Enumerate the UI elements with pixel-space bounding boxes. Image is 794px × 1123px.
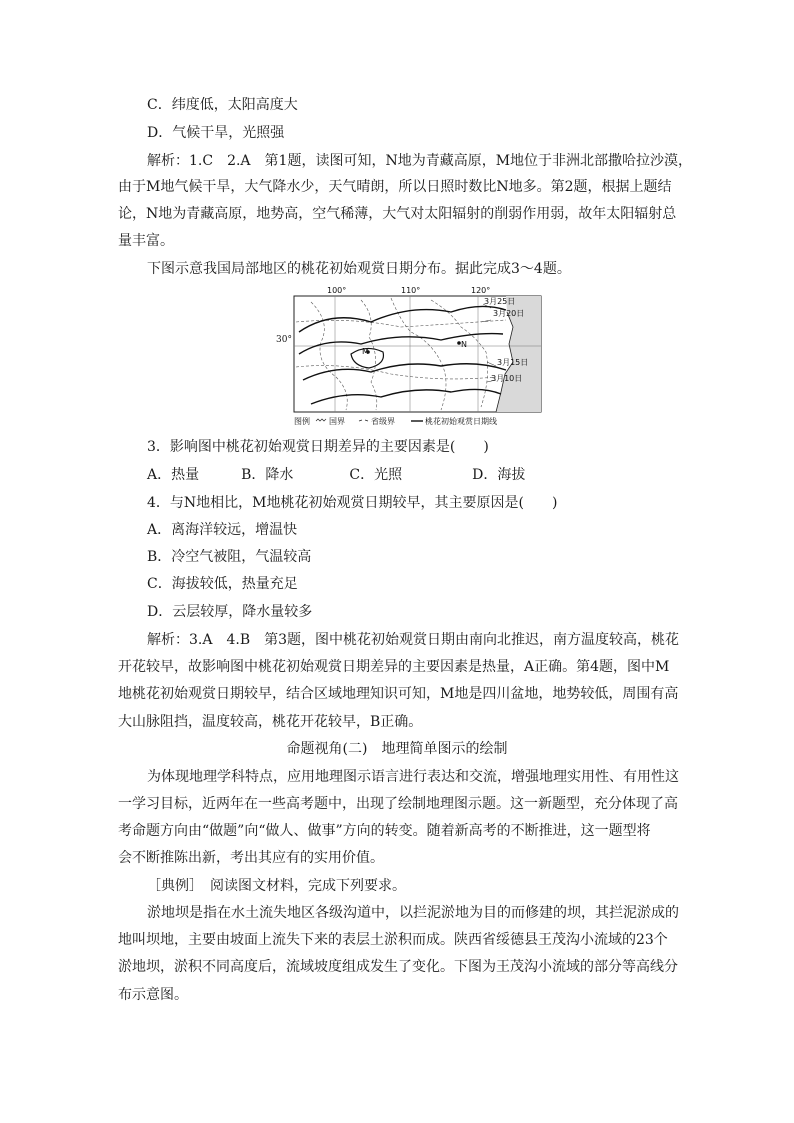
lat-label-30: 30° [276, 335, 292, 345]
paragraph-2-line-4: 布示意图。 [118, 987, 188, 1003]
point-n-label: N [461, 340, 467, 349]
date-label-0310: 3月10日 [491, 374, 523, 383]
paragraph-1-line-3: 考命题方向由“做题”向“做人、做事”方向的转变。随着新高考的不断推进，这一题型将 [118, 823, 651, 839]
analysis-2-line-2: 开花较早，故影响图中桃花初始观赏日期差异的主要因素是热量，A正确。第4题，图中M [118, 659, 670, 675]
date-label-0315: 3月15日 [497, 358, 529, 367]
question-3-options: A．热量 B．降水 C．光照 D．海拔 [147, 467, 526, 483]
analysis-2-line-3: 地桃花初始观赏日期较早，结合区域地理知识可知，M地是四川盆地，地势较低，周围有高 [118, 686, 679, 702]
analysis-1-line-2: 由于M地气候干旱，大气降水少，天气晴朗，所以日照时数比N地多。第2题，根据上题结 [118, 179, 672, 195]
question-4-option-b: B．冷空气被阻，气温较高 [147, 549, 312, 565]
legend-provincial: 省级界 [371, 417, 395, 426]
question-4: 4．与N地相比，M地桃花初始观赏日期较早，其主要原因是( ) [147, 495, 558, 511]
analysis-1-line-3: 论，N地为青藏高原，地势高，空气稀薄，大气对太阳辐射的削弱作用弱，故年太阳辐射总 [118, 206, 677, 222]
paragraph-2-line-1: 淤地坝是指在水土流失地区各级沟道中，以拦泥淤地为目的而修建的坝，其拦泥淤成的 [147, 905, 679, 921]
date-label-0320: 3月20日 [493, 309, 525, 318]
point-m-label: M [362, 347, 369, 356]
legend-national-symbol [316, 419, 326, 421]
paragraph-1-line-1: 为体现地理学科特点，应用地理图示语言进行表达和交流，增强地理实用性、有用性这 [147, 769, 679, 785]
option-d-prev: D．气候干旱，光照强 [147, 125, 285, 141]
lon-label-110: 110° [401, 286, 421, 295]
paragraph-2-line-2: 地叫坝地，主要由坡面上流失下来的表层土淤积而成。陕西省绥德县王茂沟小流域的23个 [118, 932, 668, 948]
paragraph-1-line-2: 一学习目标，近两年在一些高考题中，出现了绘制地理图示题。这一新题型，充分体现了高 [118, 796, 678, 812]
example-heading: ［典例］ 阅读图文材料，完成下列要求。 [147, 878, 406, 894]
question-4-option-c: C．海拔较低，热量充足 [147, 576, 298, 592]
question-4-option-a: A．离海洋较远，增温快 [147, 522, 298, 538]
date-label-0325: 3月25日 [484, 297, 516, 306]
question-intro: 下图示意我国局部地区的桃花初始观赏日期分布。据此完成3～4题。 [147, 261, 571, 277]
lon-label-100: 100° [327, 286, 347, 295]
section-title: 命题视角(二) 地理简单图示的绘制 [286, 741, 508, 757]
legend-provincial-symbol [359, 420, 368, 421]
analysis-1-line-1: 解析：1.C 2.A 第1题，读图可知，N地为青藏高原，M地位于非洲北部撒哈拉沙漠， [147, 153, 693, 169]
option-c-prev: C．纬度低，太阳高度大 [147, 97, 298, 113]
lon-label-120: 120° [471, 286, 491, 295]
analysis-2-line-1: 解析：3.A 4.B 第3题，图中桃花初始观赏日期由南向北推迟，南方温度较高，桃花 [147, 632, 680, 648]
question-3: 3．影响图中桃花初始观赏日期差异的主要因素是( ) [147, 439, 489, 455]
legend-national: 国界 [329, 417, 345, 426]
peach-blossom-map [291, 282, 543, 430]
paragraph-1-line-4: 会不断推陈出新，考出其应有的实用价值。 [118, 850, 384, 866]
analysis-2-line-4: 大山脉阻挡，温度较高，桃花开花较早，B正确。 [118, 714, 423, 730]
paragraph-2-line-3: 淤地坝，淤积不同高度后，流域坡度组成发生了变化。下图为王茂沟小流域的部分等高线分 [118, 959, 678, 975]
legend-title: 图例 [294, 417, 310, 426]
legend-isoline: 桃花初始观赏日期线 [425, 417, 497, 426]
question-4-option-d: D．云层较厚，降水量较多 [147, 604, 313, 620]
analysis-1-line-4: 量丰富。 [118, 233, 174, 249]
